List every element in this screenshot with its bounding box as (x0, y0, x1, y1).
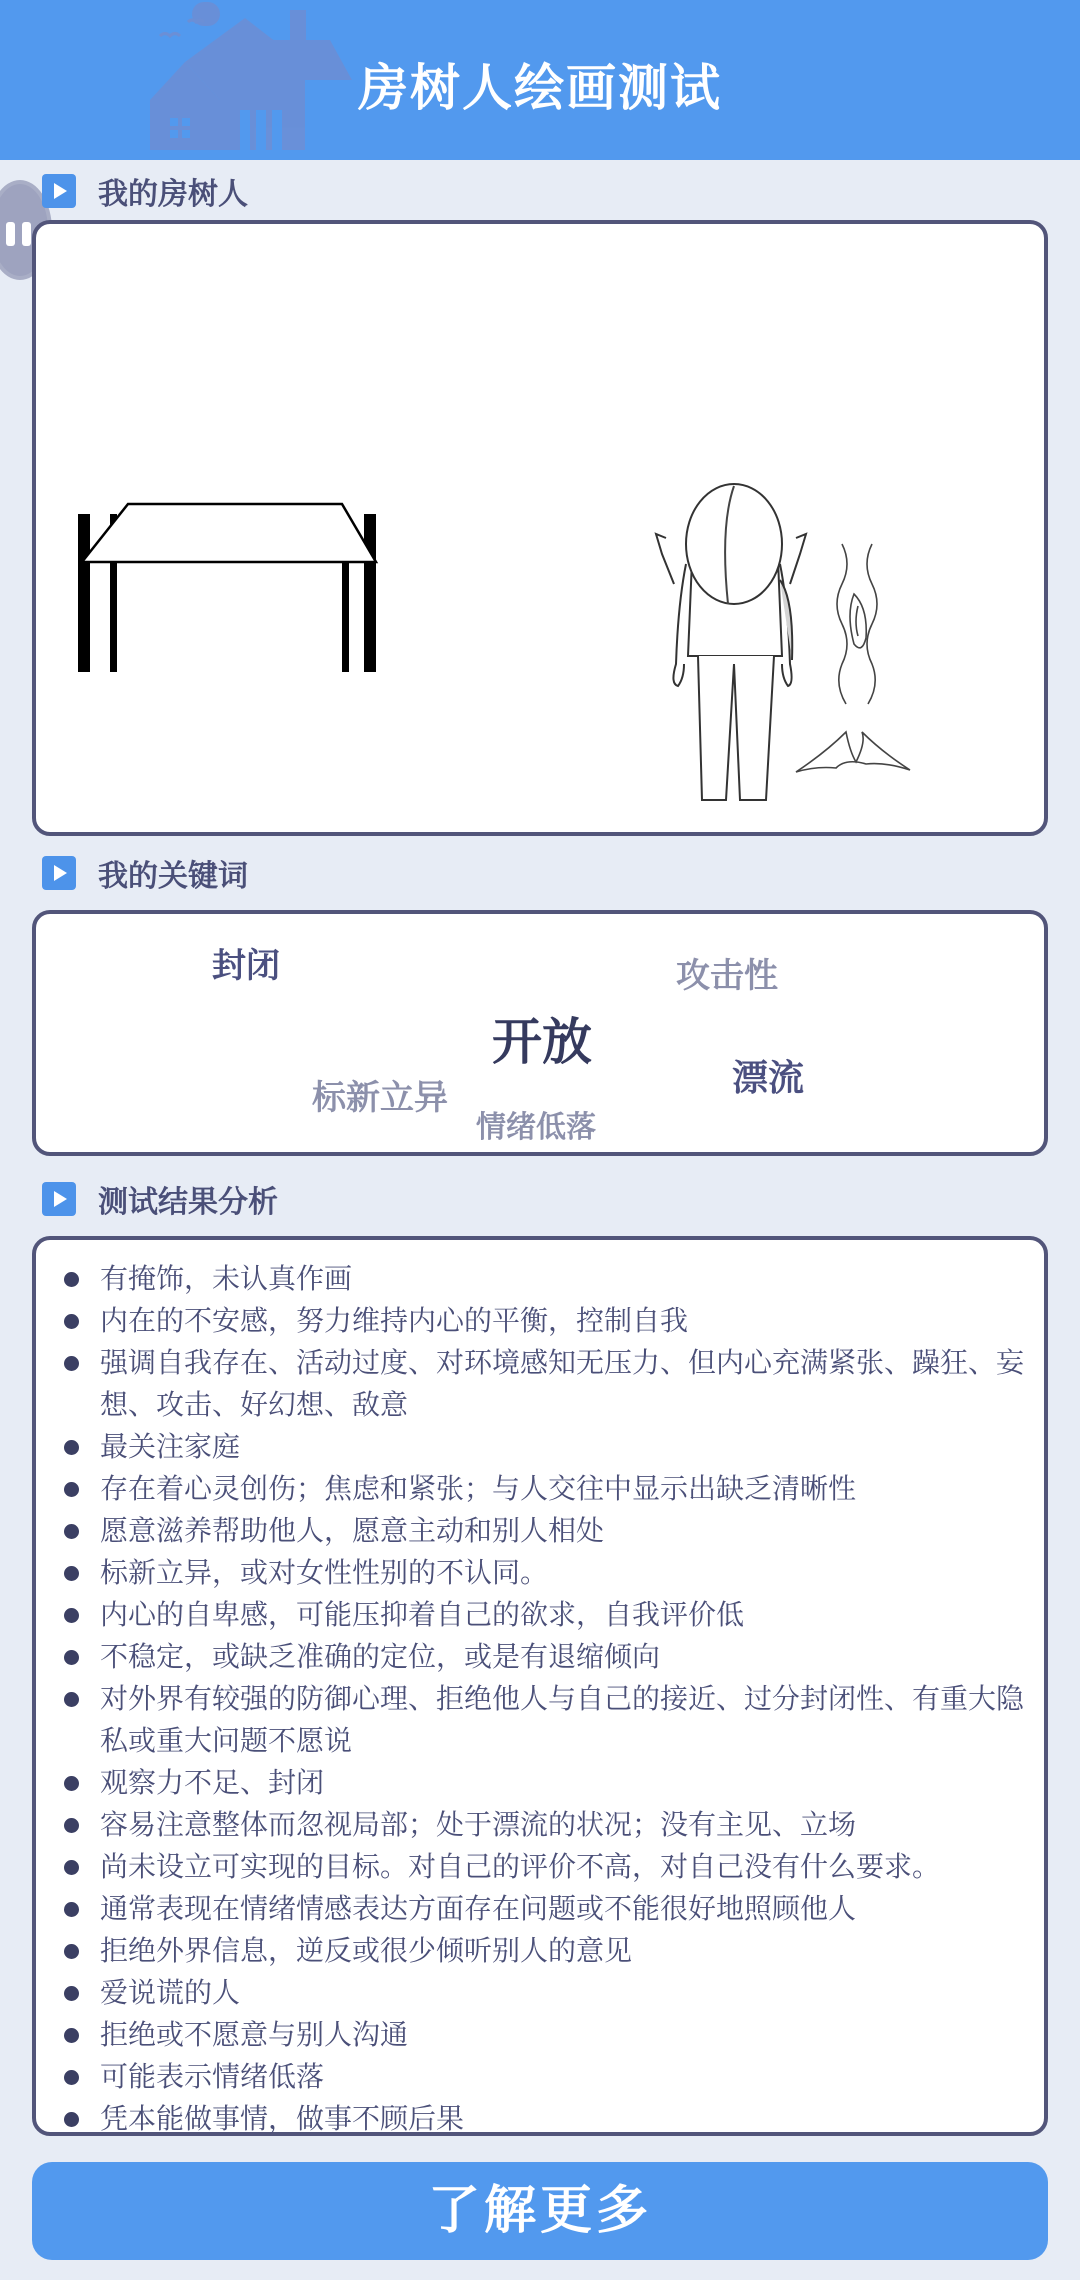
section-title-keywords: 我的关键词 (42, 856, 248, 890)
section-title-analysis: 测试结果分析 (42, 1182, 278, 1216)
play-icon (42, 1182, 76, 1216)
drawing-canvas (32, 220, 1048, 836)
keyword-tag: 开放 (492, 1013, 592, 1071)
analysis-item: 拒绝外界信息，逆反或很少倾听别人的意见 (56, 1930, 1024, 1972)
section-title-drawing: 我的房树人 (42, 174, 248, 208)
keywords-cloud (32, 910, 1048, 1156)
analysis-item: 内心的自卑感，可能压抑着自己的欲求，自我评价低 (56, 1594, 1024, 1636)
keyword-tag: 攻击性 (676, 956, 778, 996)
analysis-item: 有掩饰，未认真作画 (56, 1258, 1024, 1300)
pause-icon-bar (22, 222, 31, 246)
learn-more-button[interactable]: 了解更多 (32, 2162, 1048, 2260)
analysis-item: 内在的不安感，努力维持内心的平衡，控制自我 (56, 1300, 1024, 1342)
keyword-tag: 封闭 (212, 946, 280, 986)
analysis-list (56, 1258, 1024, 2140)
analysis-item: 最关注家庭 (56, 1426, 1024, 1468)
keyword-tag: 漂流 (732, 1058, 805, 1099)
tree-drawing (796, 544, 910, 772)
person-drawing (656, 484, 806, 800)
keyword-tag: 情绪低落 (476, 1110, 596, 1145)
header-bar (0, 0, 1080, 160)
analysis-item: 强调自我存在、活动过度、对环境感知无压力、但内心充满紧张、躁狂、妄想、攻击、好幻想、敌意 (56, 1342, 1024, 1426)
keyword-tag: 标新立异 (312, 1078, 448, 1118)
analysis-item: 观察力不足、封闭 (56, 1762, 1024, 1804)
house-drawing (78, 504, 376, 672)
analysis-item: 标新立异，或对女性性别的不认同。 (56, 1552, 1024, 1594)
analysis-item: 拒绝或不愿意与别人沟通 (56, 2014, 1024, 2056)
analysis-panel (32, 1236, 1048, 2136)
analysis-item: 不稳定，或缺乏准确的定位，或是有退缩倾向 (56, 1636, 1024, 1678)
analysis-item: 通常表现在情绪情感表达方面存在问题或不能很好地照顾他人 (56, 1888, 1024, 1930)
play-icon (42, 856, 76, 890)
page-title: 房树人绘画测试 (358, 59, 722, 117)
pause-icon (6, 222, 15, 246)
analysis-item: 尚未设立可实现的目标。对自己的评价不高，对自己没有什么要求。 (56, 1846, 1024, 1888)
house-tree-person-drawing (36, 224, 1044, 832)
analysis-item: 可能表示情绪低落 (56, 2056, 1024, 2098)
analysis-item: 容易注意整体而忽视局部；处于漂流的状况；没有主见、立场 (56, 1804, 1024, 1846)
analysis-item: 凭本能做事情，做事不顾后果 (56, 2098, 1024, 2140)
play-icon (42, 174, 76, 208)
analysis-item: 存在着心灵创伤；焦虑和紧张；与人交往中显示出缺乏清晰性 (56, 1468, 1024, 1510)
analysis-item: 爱说谎的人 (56, 1972, 1024, 2014)
analysis-item: 愿意滋养帮助他人，愿意主动和别人相处 (56, 1510, 1024, 1552)
analysis-item: 对外界有较强的防御心理、拒绝他人与自己的接近、过分封闭性、有重大隐私或重大问题不愿说 (56, 1678, 1024, 1762)
